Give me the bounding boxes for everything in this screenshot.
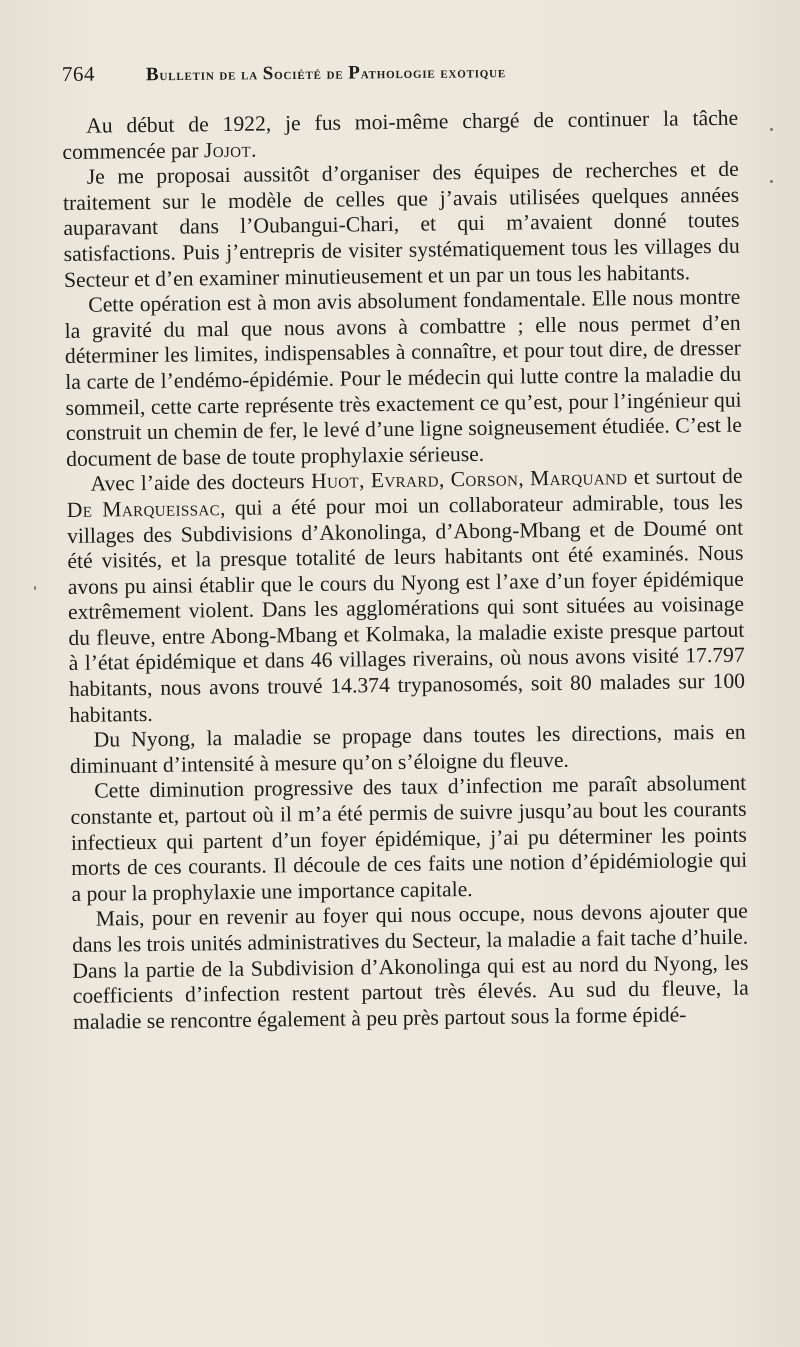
author-name: Huot	[310, 468, 360, 494]
running-head-word: de	[326, 65, 344, 83]
paragraph	[66, 464, 745, 728]
paragraph	[64, 285, 742, 472]
author-name: Corson	[450, 466, 519, 492]
running-head-word: Bulletin	[145, 64, 215, 86]
paragraph-text: .	[250, 137, 257, 162]
paragraph-text: Au début de 1922, je fus moi-même chargé de continuer la tâche commencée par	[62, 105, 739, 164]
running-head-word: de	[219, 66, 237, 84]
author-name: De Marqueissac	[66, 496, 221, 522]
paragraph-text: Du Nyong, la maladie se propage dans toutes les directions, mais en diminuant d’intensité à mesure qu’on s’éloigne du fleuve.	[69, 719, 746, 778]
paragraph	[70, 771, 748, 907]
running-head-word: Société	[262, 63, 322, 85]
paragraph-text: Avec l’aide des docteurs	[90, 469, 312, 496]
author-name: Marquand	[529, 465, 628, 491]
paragraph	[63, 157, 741, 293]
paragraph-text: et surtout de	[627, 464, 743, 490]
paragraph-text: ,	[518, 466, 531, 491]
page-header	[62, 56, 738, 102]
print-speck	[770, 180, 773, 183]
paragraph-text: ,	[358, 468, 371, 493]
paragraph-text: Mais, pour en revenir au foyer qui nous occupe, nous devons ajouter que dans les trois unités administratives du Secteur, la maladie a fait tache d’huile. Dans la partie de la Subdivision d’Akonolinga qui est au nord du Nyong, les coefficients d’infection restent partout très élevés. Au sud du fleuve, la maladie se rencontre également à peu près partout sous la forme épidé-	[72, 899, 749, 1034]
running-head-word: exotique	[440, 64, 507, 82]
paragraph-text: Je me proposai aussitôt d’organiser des équipes de recherches et de traitement sur le modèle de celles que j’avais utilisées quelques années auparavant dans l’Oubangui-Chari, et qui m’avaient donné toutes satisfactions. Puis j’entrepris de visiter systématiquement tous les villages du Secteur et d’en examiner minutieusement et un par un tous les habitants.	[62, 156, 740, 292]
paragraph-text: Cette opération est à mon avis absolument fondamentale. Elle nous montre la gravité du mal que nous avons à combattre ; elle nous permet d’en déterminer les limites, indispensables à connaître, et pour tout dire, de dresser la carte de l’endémo-épidémie. Pour le médecin qui lutte contre la maladie du sommeil, cette carte représente très exactement ce qu’est, pour l’ingénieur qui construit un chemin de fer, le levé d’une ligne soigneusement étudiée. C’est le document de base de toute prophylaxie sérieuse.	[64, 284, 742, 471]
print-speck	[34, 586, 36, 590]
running-head-word: la	[240, 66, 259, 84]
paragraph-text: ,	[438, 467, 451, 492]
author-name: Evrard	[370, 467, 440, 493]
author-name: Jojot	[203, 137, 252, 162]
running-head-word: Pathologie	[348, 62, 436, 84]
body-text	[62, 106, 749, 1036]
page-number: 764	[61, 61, 96, 86]
running-head	[146, 61, 506, 86]
paragraph-text: Cette diminution progressive des taux d’infection me paraît absolument constante et, partout où il m’a été permis de suivre jusqu’au bout les courants infectieux qui partent d’un foyer épidémique, j’ai pu déterminer les points morts de ces courants. Il découle de ces faits une notion d’épidémiologie qui a pour la prophylaxie une importance capitale.	[70, 771, 748, 906]
print-speck	[770, 128, 773, 131]
paragraph	[62, 106, 739, 165]
paragraph-text: , qui a été pour moi un collaborateur admirable, tous les villages des Subdivisions d’Akonolinga, d’Abong-Mbang et de Doumé ont été visités, et la presque totalité de leurs habitants ont été examinés. Nous avons pu ainsi établir que le cours du Nyong est l’axe d’un foyer épidémique extrêmement violent. Dans les agglomérations qui sont situées au voisinage du fleuve, entre Abong-Mbang et Kolmaka, la maladie existe presque partout à l’état épidémique et dans 46 villages riverains, où nous avons visité 17.797 habitants, nous avons trouvé 14.374 trypanosomés, soit 80 malades sur 100 habitants.	[67, 489, 746, 727]
paragraph	[72, 899, 750, 1035]
paragraph	[70, 720, 747, 779]
